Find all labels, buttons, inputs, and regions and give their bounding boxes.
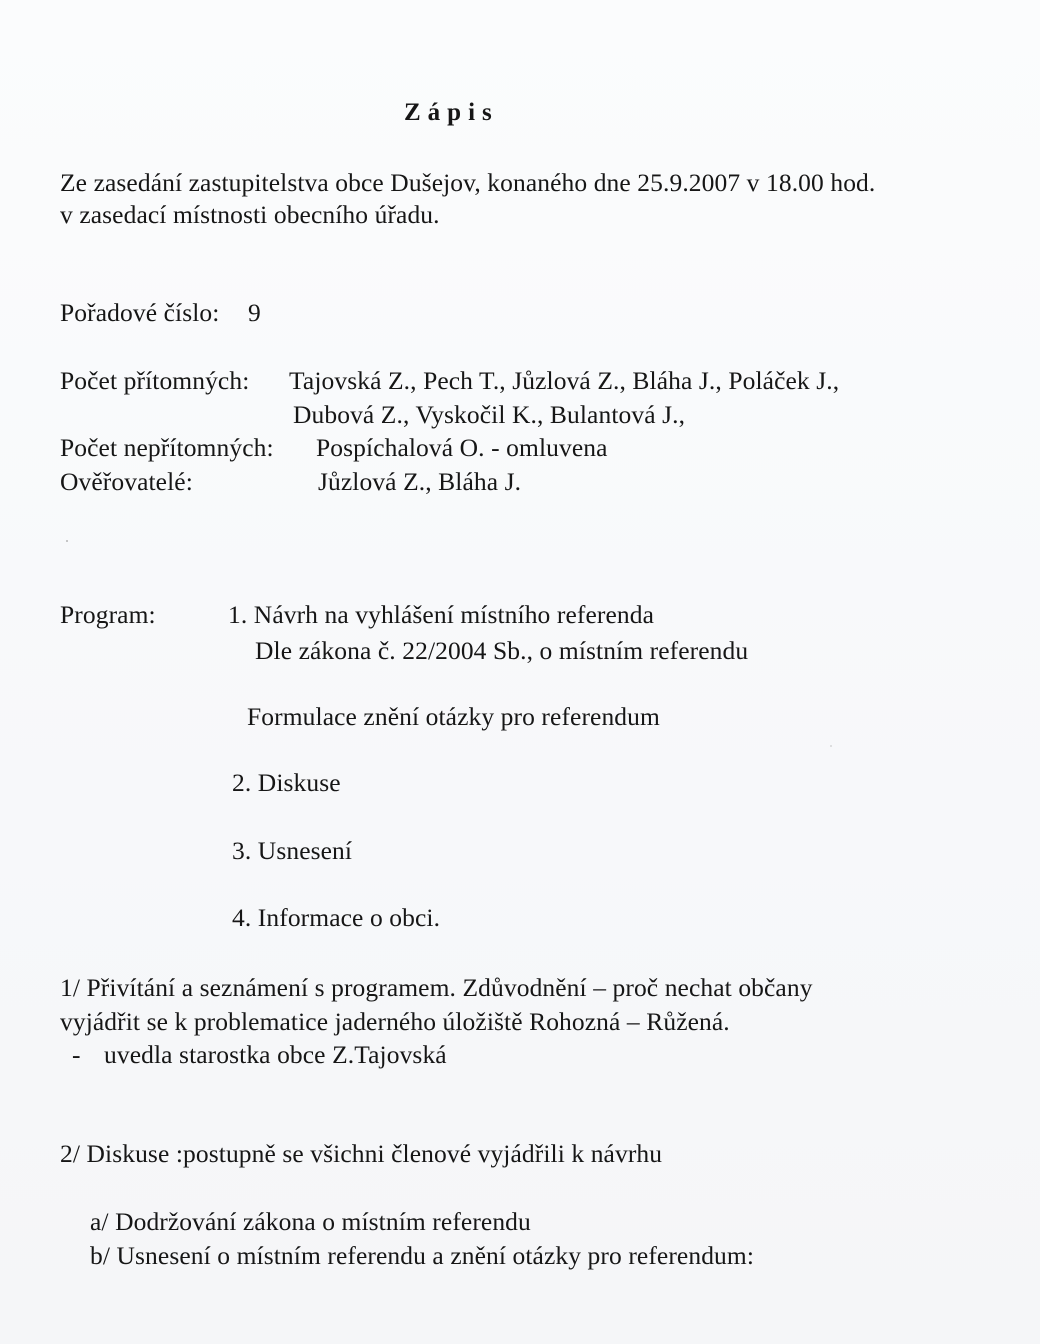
program-item-1-law: Dle zákona č. 22/2004 Sb., o místním referendu xyxy=(255,636,749,665)
program-item-2: 2. Diskuse xyxy=(232,768,341,797)
page-title: Zápis xyxy=(404,99,499,126)
section-1-line-1: 1/ Přivítání a seznámení s programem. Zdůvodnění – proč nechat občany xyxy=(60,973,813,1002)
program-label: Program: xyxy=(60,600,156,629)
program-item-4: 4. Informace o obci. xyxy=(232,903,441,932)
present-line-2: Dubová Z., Vyskočil K., Bulantová J., xyxy=(293,400,686,429)
section-2-item-a: a/ Dodržování zákona o místním referendu xyxy=(90,1207,531,1236)
order-label: Pořadové číslo: xyxy=(60,298,220,327)
section-1-bullet: - xyxy=(72,1040,81,1069)
program-item-1: 1. Návrh na vyhlášení místního referenda xyxy=(228,600,655,629)
absent-value: Pospíchalová O. - omluvena xyxy=(316,433,608,462)
scan-speck xyxy=(830,745,832,747)
absent-label: Počet nepřítomných: xyxy=(60,433,274,462)
order-value: 9 xyxy=(248,298,261,327)
present-label: Počet přítomných: xyxy=(60,366,250,395)
program-item-3: 3. Usnesení xyxy=(232,836,353,865)
section-2-line-1: 2/ Diskuse :postupně se všichni členové vyjádřili k návrhu xyxy=(60,1139,663,1168)
verifiers-value: Jůzlová Z., Bláha J. xyxy=(318,467,522,496)
present-line-1: Tajovská Z., Pech T., Jůzlová Z., Bláha J., Poláček J., xyxy=(289,366,840,395)
verifiers-label: Ověřovatelé: xyxy=(60,467,193,496)
intro-line-2: v zasedací místnosti obecního úřadu. xyxy=(60,200,440,229)
scan-speck xyxy=(66,540,68,542)
intro-line-1: Ze zasedání zastupitelstva obce Dušejov, konaného dne 25.9.2007 v 18.00 hod. xyxy=(60,168,876,197)
section-2-item-b: b/ Usnesení o místním referendu a znění otázky pro referendum: xyxy=(90,1241,755,1270)
program-item-1-question: Formulace znění otázky pro referendum xyxy=(247,702,660,731)
section-1-bullet-text: uvedla starostka obce Z.Tajovská xyxy=(104,1040,447,1069)
section-1-line-2: vyjádřit se k problematice jaderného úložiště Rohozná – Růžená. xyxy=(60,1007,730,1036)
